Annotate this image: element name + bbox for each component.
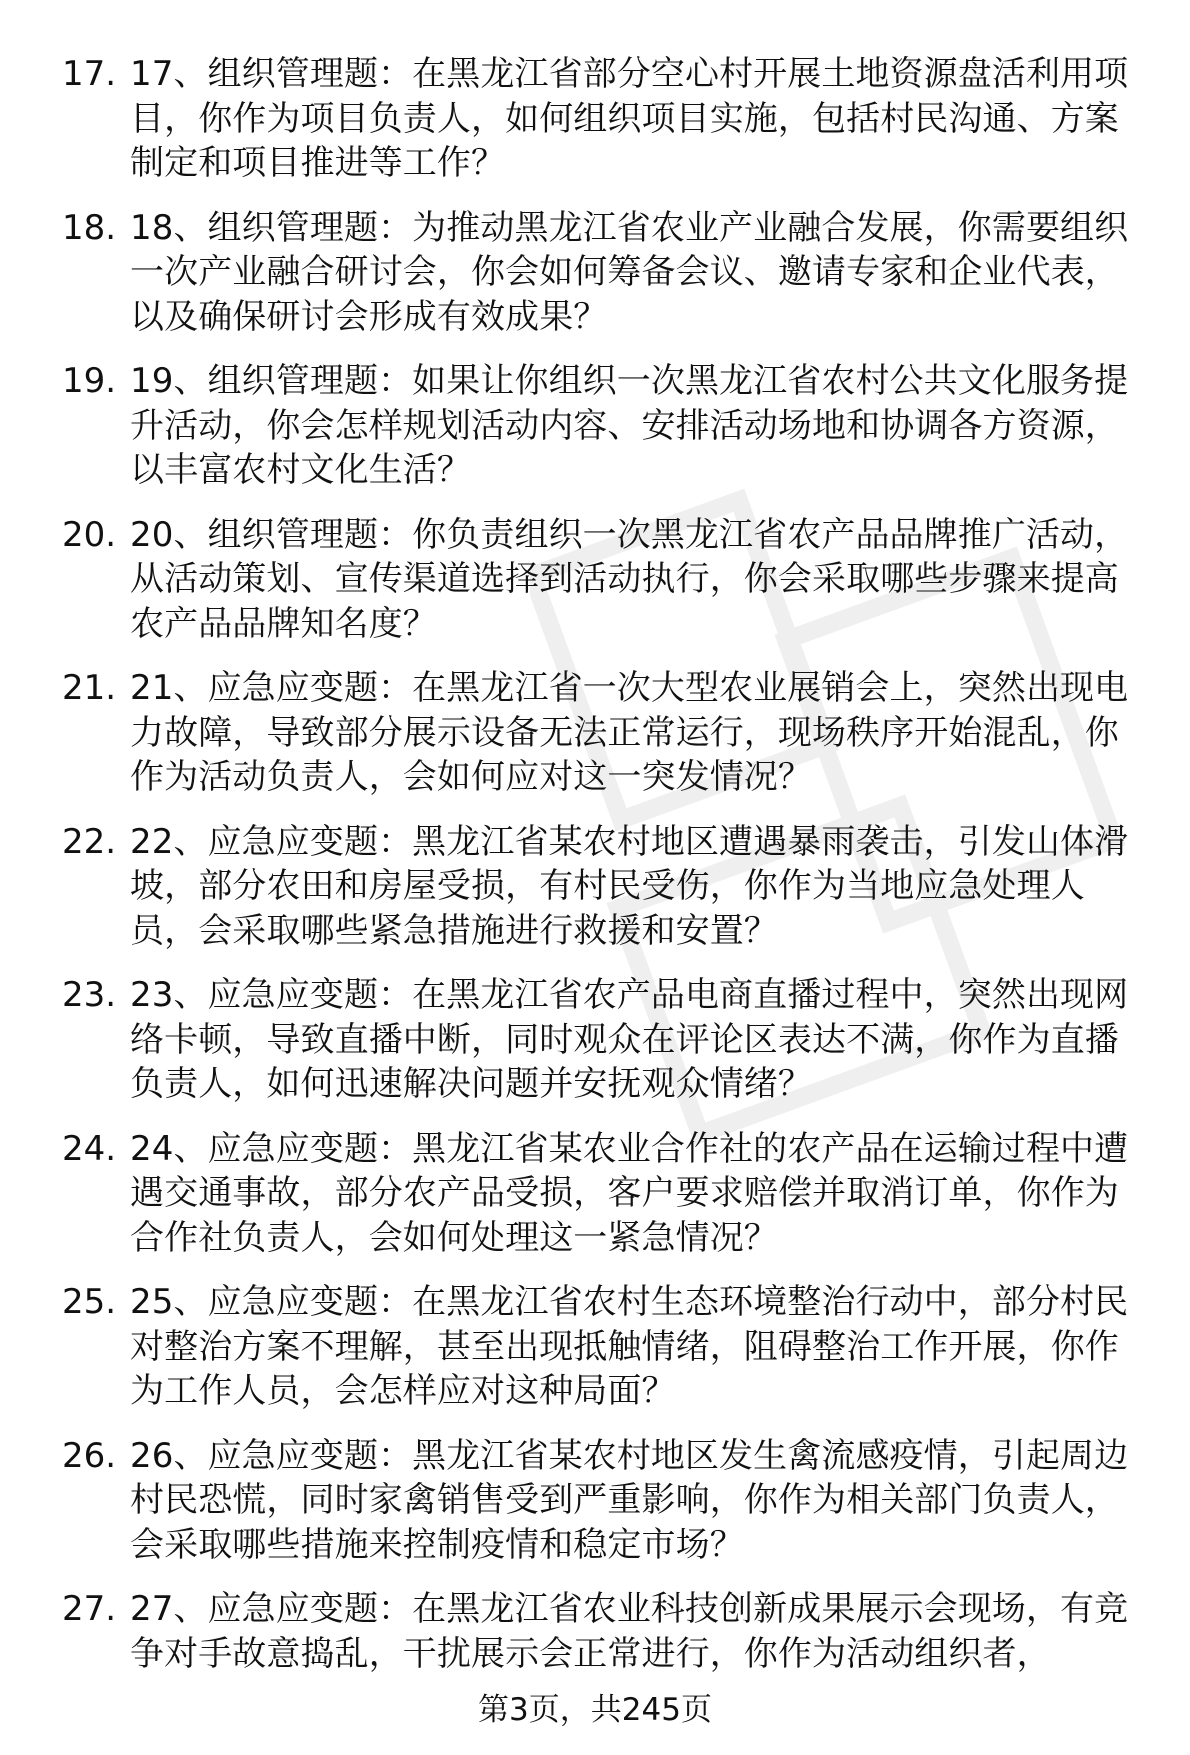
question-number: 25. [62,1282,117,1322]
question-number: 20. [62,514,117,555]
question-item [62,1434,1152,1568]
question-text: 18、组织管理题：为推动黑龙江省农业产业融合发展，你需要组织一次产业融合研讨会，你会如何筹备会议、邀请专家和企业代表，以及确保研讨会形成有效成果？ [130,207,1129,337]
question-number: 22. [62,821,117,862]
question-number: 27. [62,1589,117,1629]
question-number: 18. [62,207,117,248]
question-item [62,1280,1152,1414]
page-footer: 第3页，共245页 [478,1692,712,1728]
question-item [62,52,1152,186]
question-item [62,206,1152,340]
question-text: 23、应急应变题：在黑龙江省农产品电商直播过程中，突然出现网络卡顿，导致直播中断，同时观众在评论区表达不满，你作为直播负责人，如何迅速解决问题并安抚观众情绪？ [130,975,1129,1105]
question-item [62,359,1152,493]
question-text: 17、组织管理题：在黑龙江省部分空心村开展土地资源盘活利用项目，你作为项目负责人，如何组织项目实施，包括村民沟通、方案制定和项目推进等工作？ [130,54,1129,184]
question-text: 20、组织管理题：你负责组织一次黑龙江省农产品品牌推广活动，从活动策划、宣传渠道选择到活动执行，你会采取哪些步骤来提高农产品品牌知名度？ [130,514,1129,644]
question-item [62,1127,1152,1261]
question-number: 21. [62,668,117,708]
question-list [62,52,1152,1696]
question-text: 22、应急应变题：黑龙江省某农村地区遭遇暴雨袭击，引发山体滑坡，部分农田和房屋受损，有村民受伤，你作为当地应急处理人员，会采取哪些紧急措施进行救援和安置？ [130,821,1129,951]
question-item [62,666,1152,800]
question-number: 24. [62,1128,117,1169]
question-text: 26、应急应变题：黑龙江省某农村地区发生禽流感疫情，引起周边村民恐慌，同时家禽销售受到严重影响，你作为相关部门负责人，会采取哪些措施来控制疫情和稳定市场？ [130,1435,1129,1565]
question-number: 26. [62,1435,117,1476]
question-text: 21、应急应变题：在黑龙江省一次大型农业展销会上，突然出现电力故障，导致部分展示设备无法正常运行，现场秩序开始混乱，你作为活动负责人，会如何应对这一突发情况？ [130,668,1129,798]
question-item [62,973,1152,1107]
question-number: 17. [62,54,117,94]
question-text: 27、应急应变题：在黑龙江省农业科技创新成果展示会现场，有竞争对手故意捣乱，干扰展示会正常进行，你作为活动组织者， [130,1589,1129,1674]
question-item [62,513,1152,647]
question-number: 23. [62,975,117,1015]
question-text: 19、组织管理题：如果让你组织一次黑龙江省农村公共文化服务提升活动，你会怎样规划活动内容、安排活动场地和协调各方资源，以丰富农村文化生活？ [130,361,1129,491]
question-item [62,1587,1152,1676]
question-item [62,820,1152,954]
question-number: 19. [62,361,117,401]
question-text: 25、应急应变题：在黑龙江省农村生态环境整治行动中，部分村民对整治方案不理解，甚至出现抵触情绪，阻碍整治工作开展，你作为工作人员，会怎样应对这种局面？ [130,1282,1129,1412]
question-text: 24、应急应变题：黑龙江省某农业合作社的农产品在运输过程中遭遇交通事故，部分农产品受损，客户要求赔偿并取消订单，你作为合作社负责人，会如何处理这一紧急情况？ [130,1128,1129,1258]
